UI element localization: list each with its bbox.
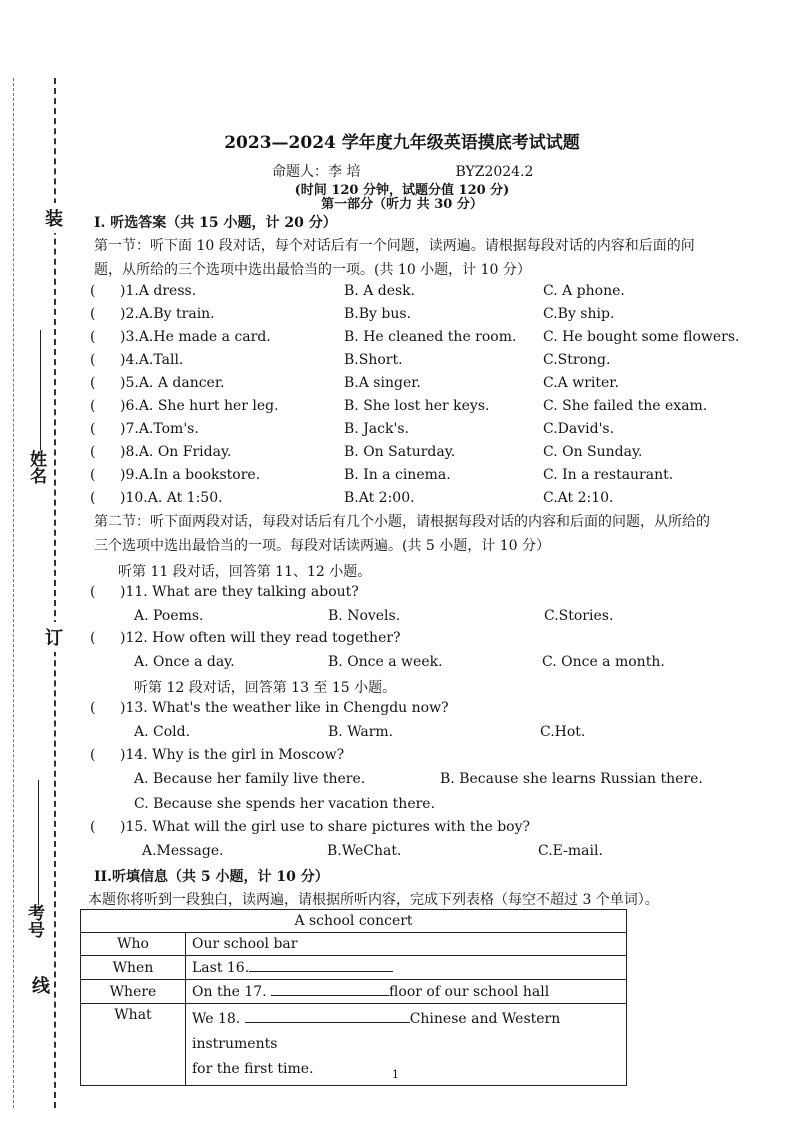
question-row	[90, 398, 730, 420]
option-b: B. Once a week.	[328, 654, 443, 670]
options-row	[134, 654, 734, 676]
option-b: B. Because she learns Russian there.	[440, 771, 703, 787]
time-score: (时间 120 分钟，试题分值 120 分)	[294, 183, 510, 198]
author: 命题人：李 培	[272, 164, 361, 180]
question-row	[90, 375, 730, 397]
row-text: On the 17.	[192, 984, 272, 1000]
page-number: 1	[392, 1068, 399, 1081]
options-row	[134, 608, 734, 630]
question-option-c: C.By ship.	[543, 306, 615, 322]
exam-number-label: 考号	[24, 904, 44, 938]
answer-paren[interactable]: (	[90, 700, 96, 716]
question-option-b: B. In a cinema.	[344, 467, 451, 483]
answer-paren[interactable]: (	[90, 467, 96, 483]
question-stem: )13. What's the weather like in Chengdu now?	[120, 700, 449, 716]
question-stem-row	[90, 630, 730, 652]
question-option-a: )8.A. On Friday.	[120, 444, 232, 460]
answer-paren[interactable]: (	[90, 584, 96, 600]
option-b: B.WeChat.	[327, 843, 402, 859]
answer-paren[interactable]: (	[90, 352, 96, 368]
option-a: A. Cold.	[134, 724, 191, 740]
question-option-a: )4.A.Tall.	[120, 352, 184, 368]
answer-paren[interactable]: (	[90, 398, 96, 414]
question-option-b: B. A desk.	[344, 283, 416, 299]
exam-number-fill-line[interactable]	[38, 780, 39, 905]
option-a: A. Once a day.	[134, 654, 235, 670]
row-text-after: floor of our school hall	[389, 984, 550, 1000]
binding-char-bottom: 线	[32, 970, 50, 1000]
question-stem: )12. How often will they read together?	[120, 630, 401, 646]
paper-code: BYZ2024.2	[455, 164, 534, 180]
question-option-c: C.David's.	[543, 421, 615, 437]
table-row	[81, 933, 627, 956]
option-c: C.Hot.	[540, 724, 586, 740]
answer-paren[interactable]: (	[90, 819, 96, 835]
option-c: C.Stories.	[544, 608, 614, 624]
question-option-a: )7.A.Tom's.	[120, 421, 199, 437]
table-row	[81, 1004, 627, 1086]
question-option-c: C. He bought some flowers.	[543, 329, 740, 345]
question-row	[90, 490, 730, 512]
row-text: We 18.	[192, 1011, 245, 1027]
table-row	[81, 956, 627, 980]
answer-paren[interactable]: (	[90, 283, 96, 299]
question-option-c: C.Strong.	[543, 352, 611, 368]
answer-paren[interactable]: (	[90, 747, 96, 763]
question-option-c: C.At 2:10.	[543, 490, 614, 506]
answer-blank-17[interactable]	[271, 983, 389, 996]
answer-paren[interactable]: (	[90, 630, 96, 646]
option-a: A. Because her family live there.	[134, 771, 366, 787]
options-row	[134, 771, 734, 793]
options-row	[134, 724, 734, 746]
answer-paren[interactable]: (	[90, 306, 96, 322]
answer-blank-16[interactable]	[249, 959, 393, 972]
question-stem: )14. Why is the girl in Moscow?	[120, 747, 345, 763]
section1-part2-instructions: 第二节：听下面两段对话，每段对话后有几个小题，请根据每段对话的内容和后面的问题，从所给的三个选项中选出最恰当的一项。每段对话读两遍。(共 5 小题，计 10 分）	[94, 514, 710, 554]
question-stem-row	[90, 700, 730, 722]
author-line	[272, 161, 533, 181]
table-row	[81, 980, 627, 1004]
dialog12-note: 听第 12 段对话，回答第 13 至 15 小题。	[134, 680, 397, 696]
question-option-a: )1.A dress.	[120, 283, 197, 299]
question-option-c: C.A writer.	[543, 375, 619, 391]
row-text-line2: for the first time.	[192, 1061, 314, 1077]
row-content	[186, 1004, 627, 1086]
binding-char-top: 装	[45, 203, 63, 233]
question-option-b: B.A singer.	[344, 375, 421, 391]
question-row	[90, 444, 730, 466]
answer-paren[interactable]: (	[90, 421, 96, 437]
question-stem: )15. What will the girl use to share pictures with the boy?	[120, 819, 530, 835]
question-row	[90, 467, 730, 489]
option-a: A. Poems.	[134, 608, 204, 624]
concert-table	[80, 909, 627, 1086]
answer-paren[interactable]: (	[90, 444, 96, 460]
question-option-a: )2.A.By train.	[120, 306, 215, 322]
row-content	[186, 980, 627, 1004]
margin-dashed-line-outer	[13, 78, 14, 1108]
row-content	[186, 956, 627, 980]
answer-paren[interactable]: (	[90, 329, 96, 345]
question-row	[90, 329, 740, 351]
option-a: A.Message.	[142, 843, 224, 859]
question-row	[90, 306, 730, 328]
question-option-c: C. In a restaurant.	[543, 467, 674, 483]
question-option-b: B. She lost her keys.	[344, 398, 490, 414]
answer-paren[interactable]: (	[90, 375, 96, 391]
option-c: C. Because she spends her vacation there.	[134, 796, 436, 812]
section1-heading: I. 听选答案（共 15 小题，计 20 分）	[94, 215, 337, 231]
question-option-a: )3.A.He made a card.	[120, 329, 271, 345]
part-heading: 第一部分（听力 共 30 分）	[321, 197, 483, 212]
question-option-b: B. On Saturday.	[344, 444, 456, 460]
dialog11-note: 听第 11 段对话，回答第 11、12 小题。	[118, 564, 372, 580]
question-stem-row	[90, 584, 730, 606]
question-option-c: C. She failed the exam.	[543, 398, 708, 414]
row-label: What	[81, 1004, 186, 1086]
answer-paren[interactable]: (	[90, 490, 96, 506]
row-content	[186, 933, 627, 956]
row-text: Last 16.	[192, 960, 250, 976]
question-option-b: B.At 2:00.	[344, 490, 415, 506]
option-b: B. Warm.	[328, 724, 394, 740]
question-option-a: )5.A. A dancer.	[120, 375, 225, 391]
question-option-c: C. A phone.	[543, 283, 625, 299]
question-row	[90, 421, 730, 443]
question-row	[90, 283, 730, 305]
option-b: B. Novels.	[328, 608, 401, 624]
name-label: 姓名	[26, 450, 46, 484]
row-text: Our school bar	[192, 936, 298, 952]
section2-heading: II.听填信息（共 5 小题，计 10 分）	[94, 869, 329, 885]
options-row	[134, 796, 734, 818]
question-option-b: B.Short.	[344, 352, 403, 368]
options-row	[134, 843, 734, 865]
question-option-b: B.By bus.	[344, 306, 411, 322]
question-row	[90, 352, 730, 374]
question-option-a: )6.A. She hurt her leg.	[120, 398, 279, 414]
table-title: A school concert	[81, 910, 627, 933]
row-label: When	[81, 956, 186, 980]
option-c: C.E-mail.	[538, 843, 603, 859]
row-label: Where	[81, 980, 186, 1004]
option-c: C. Once a month.	[542, 654, 665, 670]
binding-char-mid: 订	[45, 622, 63, 652]
name-fill-line[interactable]	[40, 330, 41, 450]
row-text-after: Chinese and Western instruments	[192, 1011, 561, 1052]
exam-title: 2023—2024 学年度九年级英语摸底考试试题	[224, 133, 580, 153]
question-option-a: )9.A.In a bookstore.	[120, 467, 261, 483]
question-option-b: B. Jack's.	[344, 421, 409, 437]
question-stem-row	[90, 819, 730, 841]
question-option-c: C. On Sunday.	[543, 444, 643, 460]
section2-instructions: 本题你将听到一段独白，读两遍，请根据所听内容，完成下列表格（每空不超过 3 个单词）。	[88, 892, 659, 908]
answer-blank-18[interactable]	[245, 1010, 410, 1023]
row-label: Who	[81, 933, 186, 956]
section1-part1-instructions: 第一节：听下面 10 段对话，每个对话后有一个问题，读两遍。请根据每段对话的内容和后面的问题，从所给的三个选项中选出最恰当的一项。(共 10 小题，计 10 分）	[94, 238, 695, 278]
question-stem-row	[90, 747, 730, 769]
question-option-b: B. He cleaned the room.	[344, 329, 517, 345]
question-option-a: )10.A. At 1:50.	[120, 490, 223, 506]
question-stem: )11. What are they talking about?	[120, 584, 359, 600]
